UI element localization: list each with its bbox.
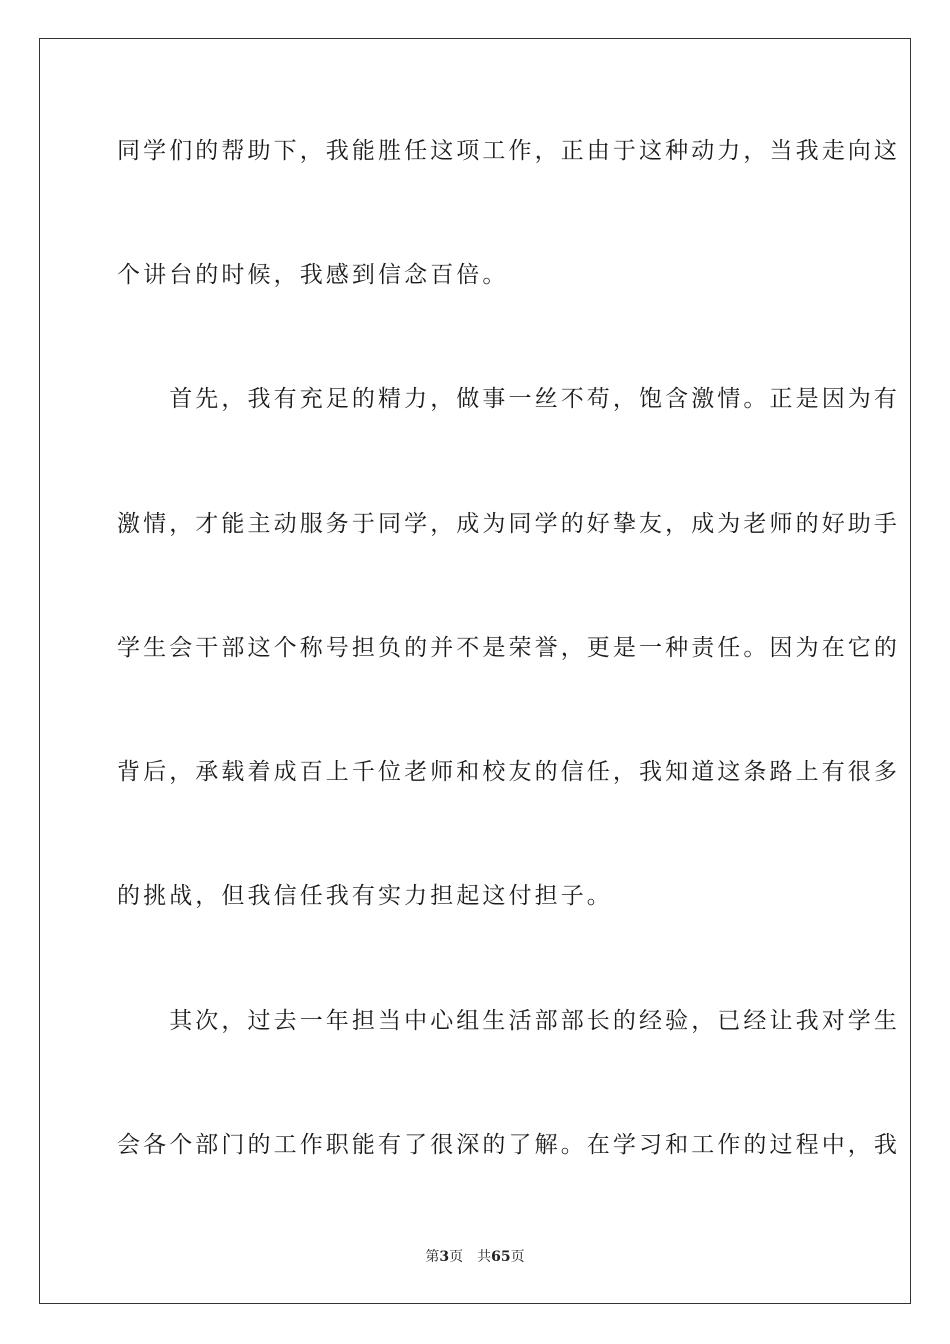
total-suffix: 页 (510, 1249, 525, 1265)
total-prefix: 共 (477, 1249, 492, 1265)
body-text-line-1: 同学们的帮助下，我能胜任这项工作，正由于这种动力，当我走向这 (117, 138, 900, 164)
page-footer (0, 1248, 950, 1266)
page-prefix: 第 (425, 1249, 440, 1265)
body-text-line-6: 背后，承载着成百上千位老师和校友的信任，我知道这条路上有很多 (117, 759, 900, 785)
body-text-line-9: 会各个部门的工作职能有了很深的了解。在学习和工作的过程中，我 (117, 1132, 900, 1158)
body-text-line-7: 的挑战，但我信任我有实力担起这付担子。 (117, 883, 613, 909)
body-text-line-5: 学生会干部这个称号担负的并不是荣誉，更是一种责任。因为在它的 (117, 635, 900, 661)
total-pages: 65 (491, 1249, 511, 1265)
body-text-line-2: 个讲台的时候，我感到信念百倍。 (117, 262, 509, 288)
body-text-line-4: 激情，才能主动服务于同学，成为同学的好挚友，成为老师的好助手 (117, 511, 900, 537)
body-text-line-3: 首先，我有充足的精力，做事一丝不苟，饱含激情。正是因为有 (117, 386, 900, 412)
page-border (39, 38, 911, 1304)
page-suffix: 页 (449, 1249, 464, 1265)
body-text-line-8: 其次，过去一年担当中心组生活部部长的经验，已经让我对学生 (117, 1008, 900, 1034)
page-number: 3 (439, 1249, 450, 1265)
